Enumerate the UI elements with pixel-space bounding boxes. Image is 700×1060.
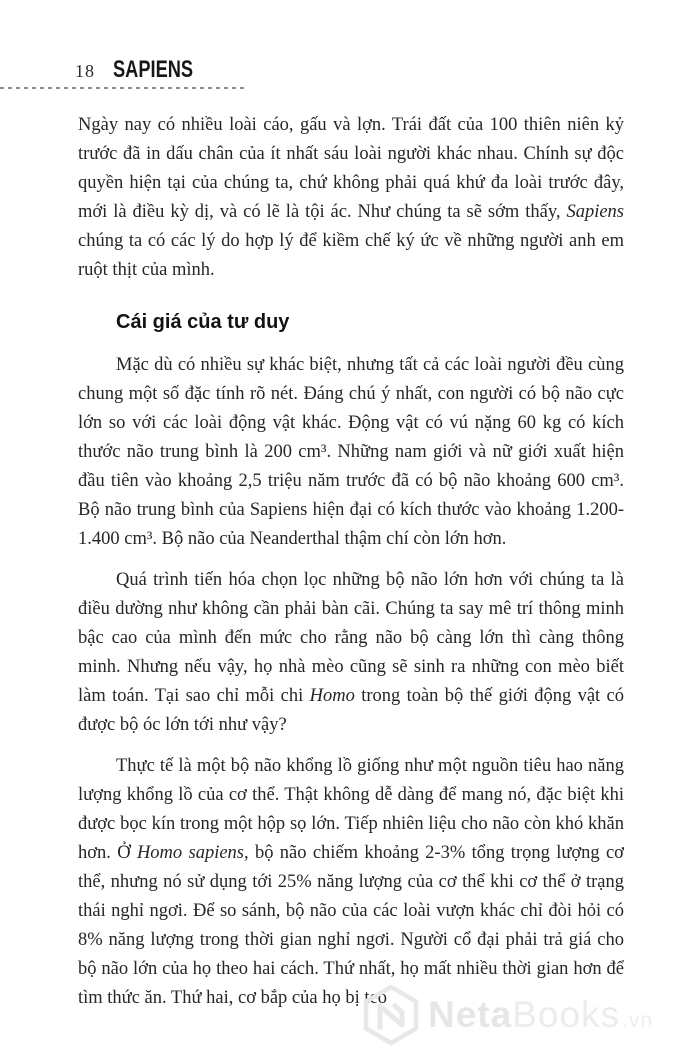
watermark-brand-main: Neta [428, 994, 513, 1035]
page-number: 18 [75, 61, 95, 81]
page-body [78, 111, 624, 1025]
watermark-brand-secondary: Books [512, 994, 621, 1035]
book-title: SAPIENS [113, 56, 194, 83]
page-header [75, 56, 218, 84]
paragraph-1: Ngày nay có nhiều loài cáo, gấu và lợn. Trái đất của 100 thiên niên kỷ trước đã in dấu chân của ít nhất sáu loài người khác nhau. Chính sự độc quyền hiện tại của chúng ta, chứ không phải quá khứ đa loài trước đây, mới là điều kỳ dị, và có lẽ là tội ác. Như chúng ta sẽ sớm thấy, Sapiens chúng ta có các lý do hợp lý để kiềm chế ký ức về những người anh em ruột thịt của mình. [78, 115, 624, 280]
section-heading: Cái giá của tư duy [116, 311, 290, 333]
header-dashed-rule [0, 87, 247, 89]
paragraph-4: Thực tế là một bộ não khổng lồ giống như một nguồn tiêu hao năng lượng khổng lồ của cơ thể. Thật không dễ dàng để mang nó, đặc biệt khi được bọc kín trong một hộp sọ lớn. Tiếp nhiên liệu cho não còn khó khăn hơn. Ở Homo sapiens, bộ não chiếm khoảng 2-3% tổng trọng lượng cơ thể, nhưng nó sử dụng tới 25% năng lượng của cơ thể khi cơ thể ở trạng thái nghỉ ngơi. Để so sánh, bộ não của các loài vượn khác chỉ đòi hỏi có 8% năng lượng trong thời gian nghỉ ngơi. Người cổ đại phải trả giá cho bộ não lớn của họ theo hai cách. Thứ nhất, họ mất nhiều thời gian hơn để tìm thức ăn. Thứ hai, cơ bắp của họ bị teo [78, 756, 624, 1008]
watermark-tld: .vn [622, 1009, 654, 1032]
paragraph-3: Quá trình tiến hóa chọn lọc những bộ não lớn hơn với chúng ta là điều dường như không cần phải bàn cãi. Chúng ta say mê trí thông minh bậc cao của mình đến mức cho rằng não bộ càng lớn thì càng thông minh. Nhưng nếu vậy, họ nhà mèo cũng sẽ sinh ra những con mèo biết làm toán. Tại sao chỉ mỗi chi Homo trong toàn bộ thế giới động vật có được bộ óc lớn tới như vậy? [78, 570, 624, 735]
paragraph-2: Mặc dù có nhiều sự khác biệt, nhưng tất cả các loài người đều cùng chung một số đặc tính rõ nét. Đáng chú ý nhất, con người có bộ não cực lớn so với các loài động vật khác. Động vật có vú nặng 60 kg có kích thước não trung bình là 200 cm³. Những nam giới và nữ giới xuất hiện đầu tiên vào khoảng 2,5 triệu năm trước đã có bộ não khoảng 600 cm³. Bộ não trung bình của Sapiens hiện đại có kích thước vào khoảng 1.200-1.400 cm³. Bộ não của Neanderthal thậm chí còn lớn hơn. [78, 355, 624, 549]
